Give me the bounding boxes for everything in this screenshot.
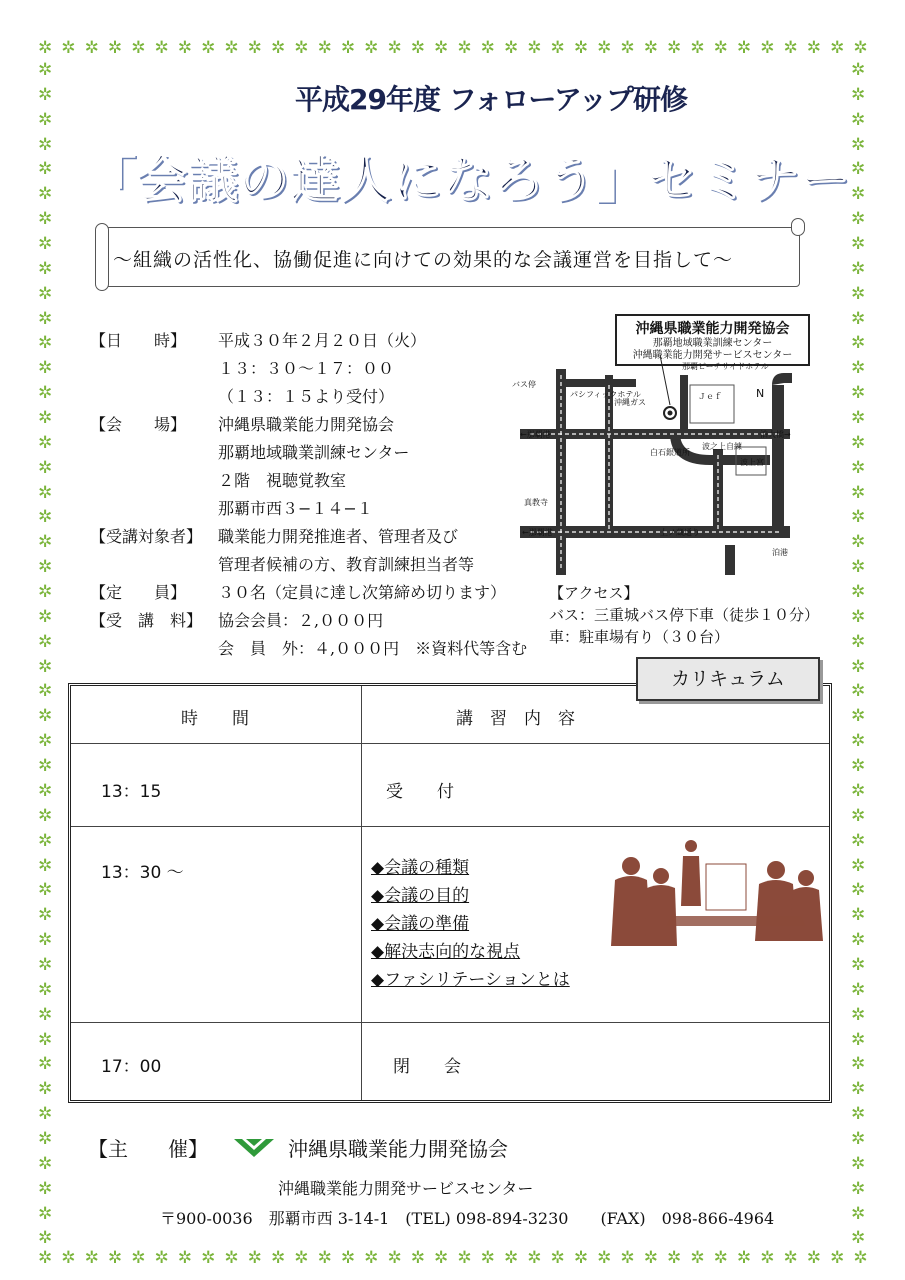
topic-item: ◆解決志向的な視点 (371, 942, 521, 962)
map-label: パシフィックホテル (570, 390, 641, 399)
info-value: 管理者候補の方、教育訓練担当者等 (218, 555, 475, 574)
map-label: 白石銀道所 (650, 448, 690, 457)
topic-item: ◆会議の準備 (371, 914, 470, 934)
row-content: 閉 会 (393, 1057, 461, 1077)
row-time: 13：30 ～ (101, 863, 184, 883)
footer-center: 沖縄職業能力開発サービスセンター (278, 1179, 534, 1198)
info-row-fee (90, 607, 560, 635)
map-road (772, 385, 784, 530)
footer-host (88, 1133, 508, 1162)
info-value: 那覇市西３−１４−１ (218, 499, 373, 518)
info-row-venue (90, 411, 560, 439)
info-row (90, 495, 560, 523)
info-value: １３：３０～１７：００ (218, 359, 395, 378)
border-left: ✲ ✲ ✲ ✲ ✲ ✲ ✲ ✲ ✲ ✲ ✲ ✲ ✲ ✲ ✲ ✲ ✲ ✲ ✲ ✲ ✲ ✲ ✲ ✲ ✲ ✲ ✲ ✲ ✲ ✲ ✲ ✲ ✲ ✲ ✲ ✲ ✲ ✲ ✲ ✲ ✲ ✲ ✲ ✲ ✲ ✲ ✲ ✲ (38, 60, 53, 1249)
border-bottom: ✲ ✲ ✲ ✲ ✲ ✲ ✲ ✲ ✲ ✲ ✲ ✲ ✲ ✲ ✲ ✲ ✲ ✲ ✲ ✲ ✲ ✲ ✲ ✲ ✲ ✲ ✲ ✲ ✲ ✲ ✲ ✲ ✲ ✲ ✲ ✲ (38, 1248, 868, 1268)
info-label: 【受 講 料】 (90, 611, 203, 630)
info-row (90, 355, 560, 383)
map-label: 上ノ蔵通り (660, 528, 700, 537)
info-row-capacity (90, 579, 560, 607)
border-top: ✲ ✲ ✲ ✲ ✲ ✲ ✲ ✲ ✲ ✲ ✲ ✲ ✲ ✲ ✲ ✲ ✲ ✲ ✲ ✲ ✲ ✲ ✲ ✲ ✲ ✲ ✲ ✲ ✲ ✲ ✲ ✲ ✲ ✲ ✲ ✲ (38, 38, 868, 58)
footer-address: 〒900-0036 那覇市西 3-14-1 (TEL) 098-894-3230 (FAX) 098-866-4964 (160, 1209, 775, 1228)
topic-item: ◆ファシリテーションとは (371, 970, 570, 990)
access-title: 【アクセス】 (549, 584, 639, 602)
map-label: バス停 (512, 380, 536, 389)
info-row (90, 383, 560, 411)
access-car: 車：駐車場有り（３０台） (549, 628, 730, 646)
tagline: ～組織の活性化、協働促進に向けての効果的な会議運営を目指して～ (113, 249, 734, 271)
info-row (90, 467, 560, 495)
info-label: 【受講対象者】 (90, 527, 203, 546)
info-value: 会 員 外：４,０００円 ※資料代等含む (218, 639, 528, 658)
info-value: ３０名（定員に達し次第締め切ります） (218, 583, 507, 602)
curriculum-tab: カリキュラム (636, 657, 820, 701)
north-arrow-icon: N (756, 387, 765, 400)
access-bus: バス：三重城バス停下車（徒歩１０分） (549, 606, 820, 624)
map-road (566, 379, 636, 387)
row-content: 受 付 (386, 782, 454, 802)
event-title: 「会議の達人になろう」セミナー (86, 151, 851, 209)
col-header-time: 時 間 (181, 709, 249, 729)
map-label: 泊港 (772, 548, 788, 557)
map-venue-line: 那覇地域職業訓練センター (652, 338, 773, 349)
map-venue-title: 沖縄県職業能力開発協会 (635, 321, 790, 337)
access-info (549, 582, 819, 648)
col-header-content: 講 習 内 容 (456, 709, 575, 729)
event-info (90, 327, 560, 663)
map-label: 那覇ビーチサイドホテル (682, 362, 769, 371)
host-name: 沖縄県職業能力開発協会 (288, 1137, 508, 1161)
map-label: 波上宮 (740, 458, 764, 467)
map-label: ←那覇港 (520, 430, 551, 439)
info-row-datetime (90, 327, 560, 355)
info-row-target (90, 523, 560, 551)
map-venue-line: 沖縄職業能力開発サービスセンター (632, 350, 793, 361)
map-label: ←那覇港 (522, 528, 553, 537)
row-time: 17：00 (101, 1057, 162, 1077)
info-label: 【日 時】 (90, 331, 187, 350)
info-value: ２階 視聴覚教室 (218, 471, 347, 490)
border-right: ✲ ✲ ✲ ✲ ✲ ✲ ✲ ✲ ✲ ✲ ✲ ✲ ✲ ✲ ✲ ✲ ✲ ✲ ✲ ✲ ✲ ✲ ✲ ✲ ✲ ✲ ✲ ✲ ✲ ✲ ✲ ✲ ✲ ✲ ✲ ✲ ✲ ✲ ✲ ✲ ✲ ✲ ✲ ✲ ✲ ✲ ✲ ✲ (851, 60, 866, 1249)
meeting-illustration (601, 836, 826, 956)
curriculum-table (68, 683, 832, 1103)
info-row (90, 439, 560, 467)
host-label: 【主 催】 (88, 1137, 208, 1161)
map-label: 沖縄ガス (614, 398, 646, 407)
info-value: 協会会員：２,０００円 (218, 611, 384, 630)
info-label: 【会 場】 (90, 415, 187, 434)
map-road (772, 373, 792, 385)
topic-list (371, 854, 570, 994)
map-road (725, 545, 735, 575)
info-value: （１３：１５より受付） (218, 387, 395, 406)
event-subtitle: 平成29年度 フォローアップ研修 (295, 83, 687, 116)
map-label: Ｊｅｆ (698, 392, 722, 401)
info-value: 職業能力開発推進者、管理者及び (218, 527, 459, 546)
info-row (90, 635, 560, 663)
scroll-curl-right (791, 218, 805, 236)
map-road (680, 375, 688, 435)
info-value: 平成３０年２月２０日（火） (218, 331, 427, 350)
topic-item: ◆会議の目的 (371, 886, 470, 906)
map-label: 波之上自練 (702, 442, 742, 451)
tagline-scroll (100, 227, 800, 287)
access-map (510, 355, 805, 580)
info-row (90, 551, 560, 579)
topic-item: ◆会議の種類 (371, 858, 470, 878)
scroll-curl-left (95, 223, 109, 291)
map-label: 真教寺 (524, 498, 548, 507)
map-label: 泊大橋→ (760, 430, 791, 439)
info-value: 沖縄県職業能力開発協会 (218, 415, 395, 434)
info-label: 【定 員】 (90, 583, 187, 602)
info-value: 那覇地域職業訓練センター (218, 443, 410, 462)
association-logo-icon (232, 1135, 276, 1161)
row-time: 13：15 (101, 782, 162, 802)
